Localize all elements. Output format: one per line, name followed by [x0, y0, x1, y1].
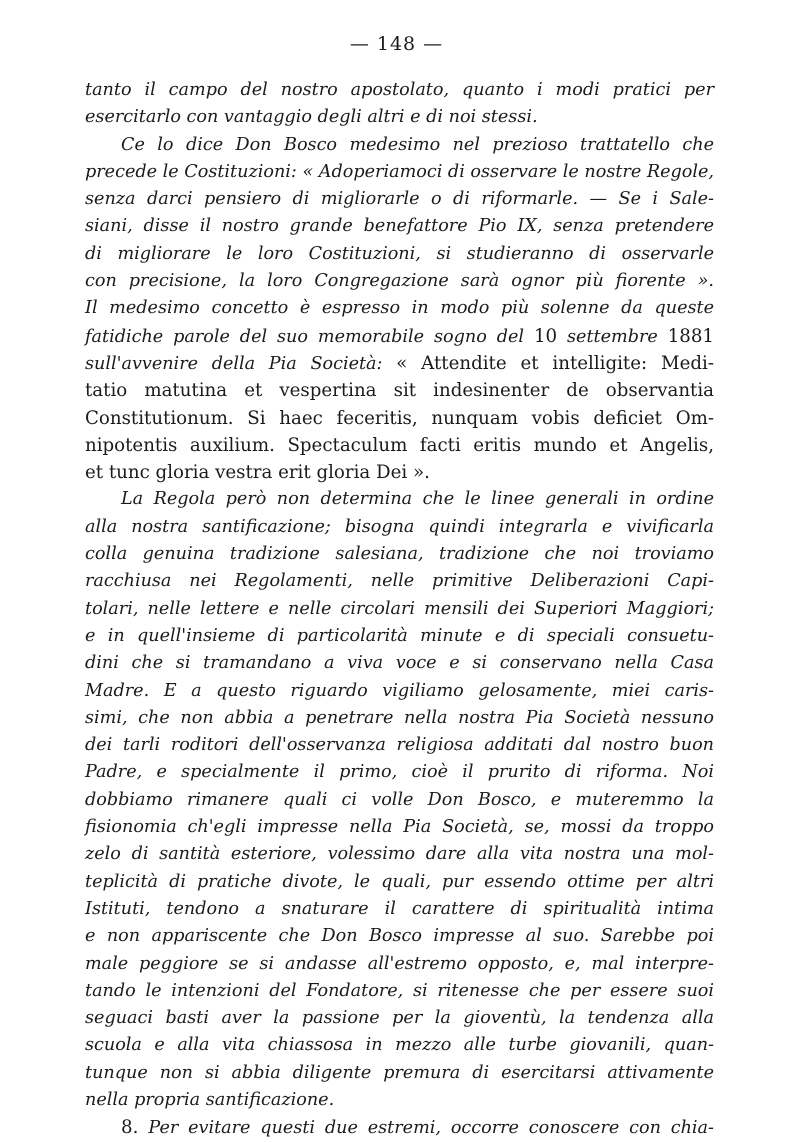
- text-line: [85, 678, 714, 705]
- text-segment: fisionomia ch'egli impresse nella Pia Società, se, mossi da troppo: [85, 817, 714, 838]
- text-segment: sull'avvenire della Pia Società:: [85, 353, 397, 374]
- text-line: [85, 213, 714, 240]
- text-segment: Il medesimo concetto è espresso in modo più solenne da queste: [85, 298, 714, 319]
- text-segment: Istituti, tendono a snaturare il carattere di spiritualità intima: [85, 898, 714, 919]
- body-text: [85, 77, 714, 1142]
- text-segment: dei tarli roditori dell'osservanza religiosa additati dal nostro buon: [85, 735, 714, 756]
- text-segment: tunque non si abbia diligente premura di esercitarsi attivamente: [85, 1062, 714, 1083]
- text-segment: dobbiamo rimanere quali ci volle Don Bosco, e muteremmo la: [85, 789, 714, 810]
- text-line: [85, 705, 714, 732]
- text-segment: 8.: [121, 1117, 149, 1139]
- text-segment: teplicità di pratiche divote, le quali, pur essendo ottime per altri: [85, 871, 714, 892]
- text-segment: tanto il campo del nostro apostolato, quanto i modi pratici per: [85, 80, 714, 100]
- text-line: [85, 159, 714, 186]
- page-number: — 148 —: [349, 33, 444, 55]
- text-segment: senza darci pensiero di migliorarle o di riformarle. — Se i Sale-: [85, 189, 714, 210]
- text-line: [85, 295, 714, 322]
- text-segment: seguaci basti aver la passione per la gioventù, la tendenza alla: [85, 1008, 714, 1029]
- text-line: [85, 486, 714, 513]
- text-line: [85, 323, 714, 350]
- text-segment: fatidiche parole del suo memorabile sogno del: [85, 326, 534, 347]
- text-line: [85, 596, 714, 623]
- text-segment: tolari, nelle lettere e nelle circolari mensili dei Superiori Maggiori;: [85, 598, 714, 619]
- text-segment: siani, disse il nostro grande benefattore Pio IX, senza pretendere: [85, 216, 714, 237]
- text-line: [85, 869, 714, 896]
- text-line: [85, 77, 714, 104]
- text-line: [85, 104, 714, 131]
- text-line: [85, 541, 714, 568]
- text-segment: « Attendite et intelligite: Medi-: [396, 352, 714, 374]
- text-segment: tatio matutina et vespertina sit indesinenter de observantia: [85, 380, 714, 402]
- text-line: [85, 732, 714, 759]
- text-segment: settembre: [557, 326, 668, 347]
- text-segment: con precisione, la loro Congregazione sarà ognor più fiorente ».: [85, 271, 714, 292]
- text-line: [85, 896, 714, 923]
- text-segment: La Regola però non determina che le linee generali in ordine: [121, 489, 714, 510]
- text-line: [85, 1005, 714, 1032]
- text-segment: e in quell'insieme di particolarità minute e di speciali consuetu-: [85, 625, 714, 646]
- text-segment: racchiusa nei Regolamenti, nelle primitive Deliberazioni Capi-: [85, 571, 714, 592]
- text-line: [85, 268, 714, 295]
- text-segment: 1881: [667, 325, 714, 347]
- text-segment: e non appariscente che Don Bosco impresse al suo. Sarebbe poi: [85, 926, 714, 947]
- text-line: [85, 623, 714, 650]
- text-line: [85, 951, 714, 978]
- text-segment: Madre. E a questo riguardo vigiliamo gelosamente, miei caris-: [85, 680, 714, 701]
- text-segment: et tunc gloria vestra erit gloria Dei ».: [85, 462, 430, 484]
- text-segment: alla nostra santificazione; bisogna quindi integrarla e vivificarla: [85, 516, 714, 537]
- text-segment: Per evitare questi due estremi, occorre conoscere con chia-: [148, 1118, 714, 1139]
- text-line: [85, 459, 714, 486]
- text-line: [85, 514, 714, 541]
- text-segment: zelo di santità esteriore, volessimo dare alla vita nostra una mol-: [85, 844, 714, 865]
- text-line: [85, 241, 714, 268]
- text-segment: colla genuina tradizione salesiana, tradizione che noi troviamo: [85, 544, 714, 565]
- text-segment: simi, che non abbia a penetrare nella nostra Pia Società nessuno: [85, 707, 714, 728]
- text-line: [85, 132, 714, 159]
- text-line: [85, 923, 714, 950]
- text-line: [85, 759, 714, 786]
- text-segment: male peggiore se si andasse all'estremo opposto, e, mal interpre-: [85, 953, 714, 974]
- text-segment: scuola e alla vita chiassosa in mezzo alle turbe giovanili, quan-: [85, 1035, 714, 1056]
- text-line: [85, 814, 714, 841]
- text-line: [85, 1032, 714, 1059]
- text-line: [85, 1114, 714, 1141]
- text-segment: tando le intenzioni del Fondatore, si ritenesse che per essere suoi: [85, 980, 714, 1001]
- text-line: [85, 978, 714, 1005]
- text-segment: precede le Costituzioni: « Adoperiamoci di osservare le nostre Regole,: [85, 161, 714, 182]
- text-line: [85, 1060, 714, 1087]
- text-segment: nipotentis auxilium. Spectaculum facti eritis mundo et Angelis,: [85, 434, 714, 456]
- text-line: [85, 432, 714, 459]
- text-line: [85, 841, 714, 868]
- text-segment: 10: [533, 325, 558, 347]
- text-line: [85, 350, 714, 377]
- text-segment: Constitutionum. Si haec feceritis, nunquam vobis deficiet Om-: [85, 407, 714, 429]
- text-line: [85, 377, 714, 404]
- text-segment: nella propria santificazione.: [85, 1089, 335, 1110]
- text-line: [85, 186, 714, 213]
- text-segment: esercitarlo con vantaggio degli altri e di noi stessi.: [85, 107, 538, 128]
- text-line: [85, 787, 714, 814]
- text-segment: di migliorare le loro Costituzioni, si studieranno di osservarle: [85, 243, 714, 264]
- text-segment: dini che si tramandano a viva voce e si conservano nella Casa: [85, 653, 714, 674]
- text-segment: Ce lo dice Don Bosco medesimo nel prezioso trattatello che: [121, 134, 714, 155]
- text-segment: Padre, e specialmente il primo, cioè il prurito di riforma. Noi: [85, 762, 714, 783]
- text-line: [85, 405, 714, 432]
- text-line: [85, 650, 714, 677]
- text-line: [85, 1087, 714, 1114]
- text-line: [85, 568, 714, 595]
